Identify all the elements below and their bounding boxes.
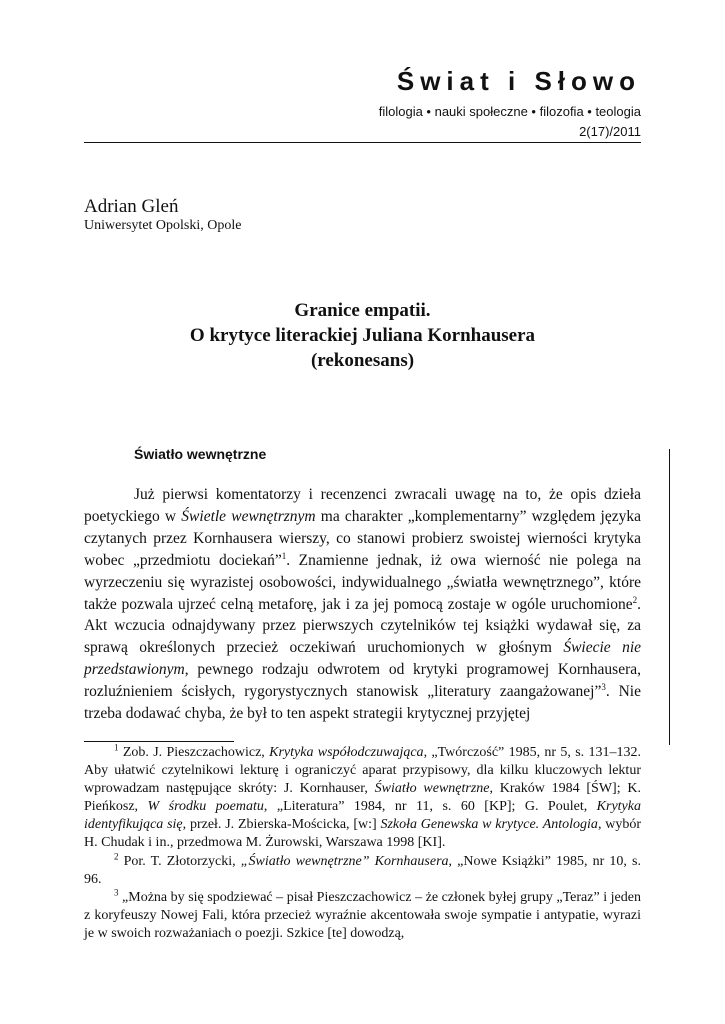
footnote: $^3$ „Można by się spodziewać – pisał Pieszczachowicz – że członek byłej grupy „Teraz” i jeden z koryfeuszy Nowej Fali, która przecież wyraźnie akcentowała swoje sympatie i antypatie, wyrazi je w swoich rozważaniach o poezji. Szkice [te] dowodzą, xyxy=(84,887,641,941)
title-line: O krytyce literackiej Juliana Kornhausera xyxy=(189,325,536,346)
article-title xyxy=(84,298,641,373)
footnote: $^1$ Zob. J. Pieszczachowicz, Krytyka współodczuwająca, „Twórczość” 1985, nr 5, s. 131–132. Aby ułatwić czytelnikowi lekturę i ograniczyć aparat przypisowy, dla kilku kluczowych lektur wprowadzam następujące skróty: J. Kornhauser, Światło wewnętrzne, Kraków 1984 [ŚW]; K. Pieńkosz, W środku poematu, „Literatura” 1984, nr 11, s. 60 [KP]; G. Poulet, Krytyka identyfikująca się, przeł. J. Zbierska-Mościcka, [w:] Szkoła Genewska w krytyce. Antologia, wybór H. Chudak i in., przedmowa M. Żurowski, Warszawa 1998 [KI]. xyxy=(84,742,642,851)
author-affiliation: Uniwersytet Opolski, Opole xyxy=(84,218,242,233)
section-heading: Światło wewnętrzne xyxy=(134,446,267,462)
header-rule xyxy=(84,142,641,143)
journal-subtitle: filologia • nauki społeczne • filozofia • teologia xyxy=(378,104,641,119)
author-name: Adrian Gleń xyxy=(84,196,179,217)
margin-rule xyxy=(669,449,670,745)
title-line: Granice empatii. xyxy=(294,300,431,321)
journal-issue: 2(17)/2011 xyxy=(579,124,641,139)
body-text xyxy=(84,484,641,725)
footnote-ref: 2 xyxy=(632,594,638,605)
footnote-ref: 3 xyxy=(601,682,606,692)
footnote: $^2$ Por. T. Złotorzycki, „Światło wewnętrzne” Kornhausera, „Nowe Książki” 1985, nr 10, s. 96. xyxy=(84,850,641,887)
footnote-ref: 1 xyxy=(281,550,287,561)
paragraph: Już pierwsi komentatorzy i recenzenci zwracali uwagę na to, że opis dzieła poetyckiego w Świetle wewnętrznym ma charakter „komplementarny” względem języka czytanych przez Kornhausera wierszy, co stanowi probierz swoistej wierności krytyka wobec „przedmiotu dociekań”$^1$. Znamienne jednak, iż owa wierność nie polega na wyrzeczeniu się wyrazistej osobowości, indywidualnego „światła wewnętrznego”, które także pozwala ujrzeć celną metaforę, jak i za jej pomocą zostaje w ogóle uruchomione$^2$. Akt wczucia odnajdywany przez pierwszych czytelników tej książki wydawał się, za sprawą określonych przecież oczekiwań uruchomionych w głośnym Świecie nie przedstawionym, pewnego rodzaju odwrotem od krytyki programowej Kornhausera, rozluźnieniem ścisłych, rygorystycznych stanowisk „literatury zaangażowanej”$^3$. Nie trzeba dodawać chyba, że był to ten aspekt strategii krytycznej przyjętej xyxy=(84,486,642,723)
title-line: (rekonesans) xyxy=(310,350,415,371)
journal-title: Świat i Słowo xyxy=(396,66,641,96)
footnote-rule xyxy=(84,741,234,742)
footnotes xyxy=(84,744,641,943)
